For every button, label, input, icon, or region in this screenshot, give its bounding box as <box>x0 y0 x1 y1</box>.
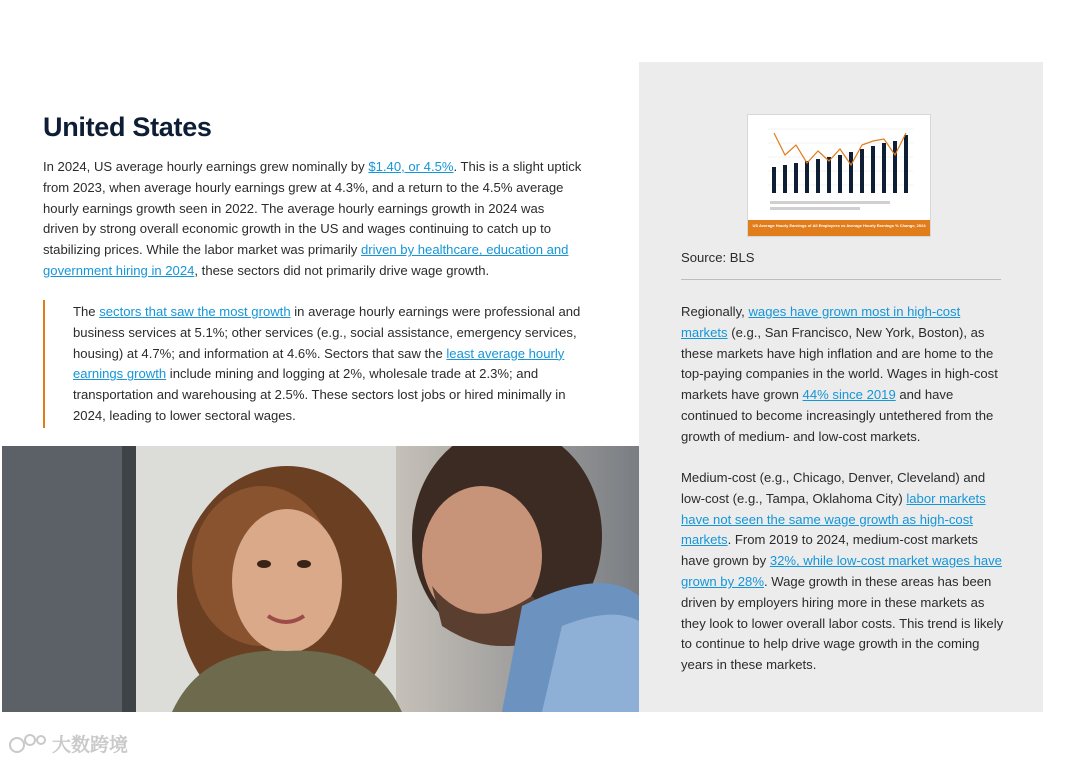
chart-thumbnail-caption: US Average Hourly Earnings of All Employees vs Average Hourly Earnings % Change, 2024 <box>748 220 930 236</box>
intro-text-1: In 2024, US average hourly earnings grew nominally by <box>43 159 369 174</box>
regional-paragraph <box>681 302 1006 448</box>
callout-text-2: in average hourly earnings were professional and business services at 5.1%; other services (e.g., social assistance, emergency services, housing) at 4.7%; and information at 4.6%. Sectors that saw the <box>73 304 581 361</box>
most-growth-sectors-link[interactable]: sectors that saw the most growth <box>99 304 291 319</box>
medium-text-1: Medium-cost (e.g., Chicago, Denver, Cleveland) and low-cost (e.g., Tampa, Oklahoma City) <box>681 470 986 506</box>
sidebar-panel <box>639 62 1043 712</box>
regional-text-1: Regionally, <box>681 304 749 319</box>
low-cost-wages-link[interactable]: 32%, while low-cost market wages have grown by 28% <box>681 553 1002 589</box>
intro-paragraph <box>43 157 583 282</box>
callout-text-3: include mining and logging at 2%, wholesale trade at 2.3%; and transportation and warehousing at 2.5%. These sectors lost jobs or hired minimally in 2024, leading to lower sectoral wages. <box>73 366 566 423</box>
labor-markets-link[interactable]: labor markets have not seen the same wage growth as high-cost markets <box>681 490 986 548</box>
since-2019-link[interactable]: 44% since 2019 <box>802 387 896 403</box>
intro-text-2: . This is a slight uptick from 2023, when average hourly earnings grew at 4.3%, and a return to the 4.5% average hourly earnings growth seen in 2022. The average hourly earnings growth in 2024 was driven by strong overall economic growth in the US and wages continuing to catch up to stabilizing prices. While the labor market was primarily <box>43 159 582 258</box>
watermark-logo-icon <box>8 732 48 754</box>
medium-text-3: . Wage growth in these areas has been driven by employers hiring more in these markets as they look to lower overall labor costs. This trend is likely to continue to help drive wage growth in the coming years in these markets. <box>681 573 1004 673</box>
intro-text-3: , these sectors did not primarily drive wage growth. <box>194 262 490 278</box>
watermark <box>8 730 128 756</box>
page-title: United States <box>43 112 212 142</box>
high-cost-markets-link[interactable]: wages have grown most in high-cost markets <box>681 304 961 340</box>
earnings-growth-link[interactable]: $1.40, or 4.5% <box>368 159 454 174</box>
divider <box>681 279 1001 280</box>
callout-text-1: The <box>73 304 100 319</box>
medium-text-2: . From 2019 to 2024, medium-cost markets have grown by <box>681 532 978 569</box>
conversation-photo <box>2 446 639 712</box>
watermark-text: 大数跨境 <box>52 733 129 756</box>
labor-market-hiring-link[interactable]: driven by healthcare, education and government hiring in 2024 <box>43 242 569 278</box>
earnings-chart-thumbnail[interactable] <box>747 114 931 237</box>
chart-thumbnail-graphic <box>748 115 932 222</box>
least-growth-link[interactable]: least average hourly earnings growth <box>73 345 565 382</box>
photo-illustration <box>2 446 639 712</box>
medium-cost-paragraph <box>681 468 1006 676</box>
sector-callout <box>43 300 583 428</box>
regional-text-3: and have continued to become increasingly untethered from the growth of medium- and low-cost markets. <box>681 387 994 444</box>
regional-text-2: (e.g., San Francisco, New York, Boston), as these markets have high inflation and are home to the top-paying companies in the world. Wages in high-cost markets have grown <box>681 324 998 403</box>
source-label: Source: BLS <box>681 250 755 265</box>
